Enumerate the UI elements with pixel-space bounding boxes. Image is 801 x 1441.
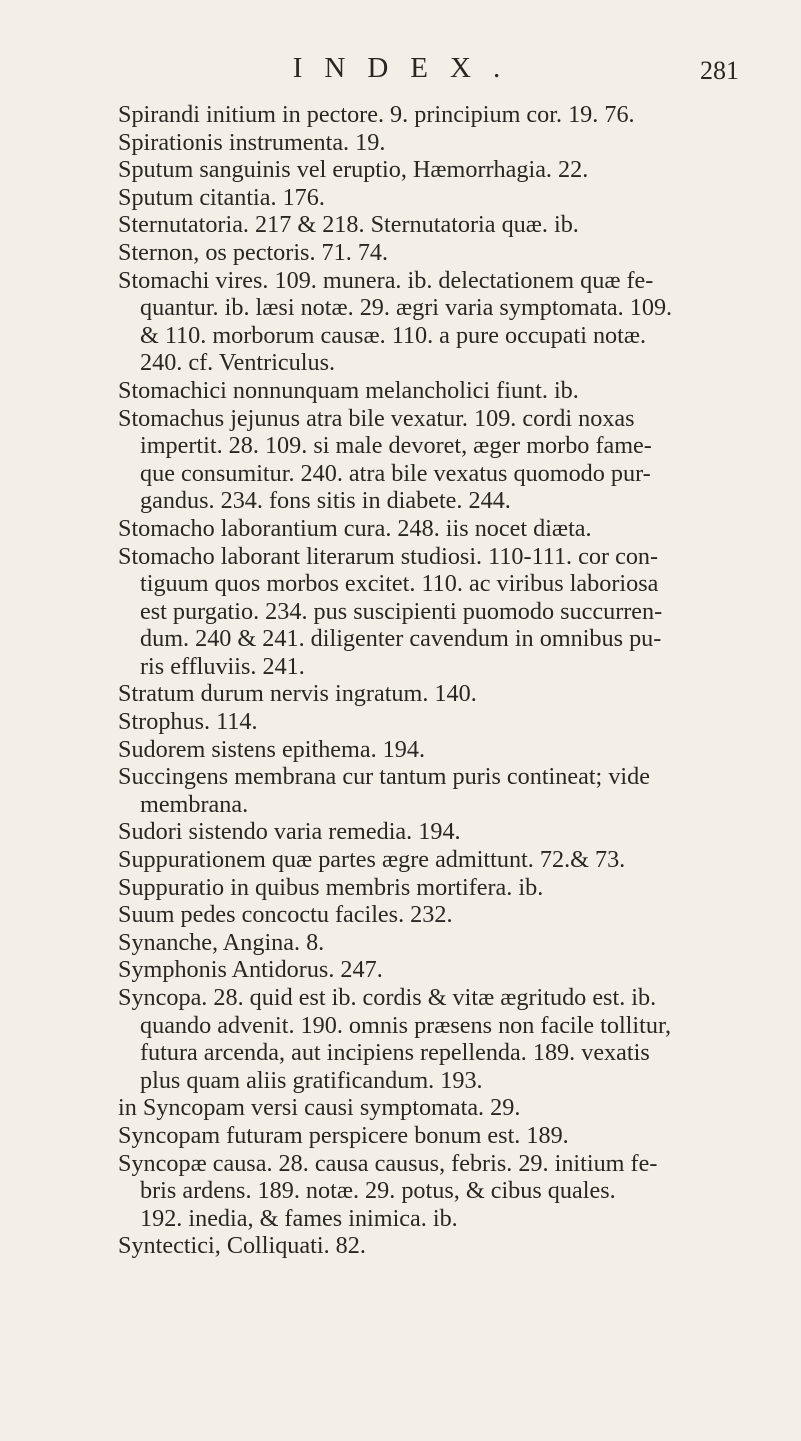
index-entry: in Syncopam versi causi symptomata. 29. — [118, 1094, 521, 1122]
index-entry: Spirandi initium in pectore. 9. principium cor. 19. 76. — [118, 101, 635, 128]
index-entry: Strophus. 114. — [118, 708, 258, 736]
index-entry: Stomachus jejunus atra bile vexatur. 109. cordi noxas impertit. 28. 109. si male devoret, æger morbo fame- que consumitur. 240. atra bile vexatus quomodo pur- gandus. 234. fons sitis in diabete. 244. — [118, 404, 652, 515]
index-entry: Sudori sistendo varia remedia. 194. — [118, 818, 461, 846]
page-title: INDEX. — [292, 52, 523, 84]
index-entry: Stomacho laborant literarum studiosi. 110-111. cor con- tiguum quos morbos excitet. 110. ac viribus laboriosa est purgatio. 234. pus suscipienti puomodo succurren- dum. 240 & 241. diligenter cavendum in omnibus pu- ris effluviis. 241. — [118, 542, 663, 680]
index-entry: Suppuratio in quibus membris mortifera. ib. — [118, 873, 544, 901]
index-entry: Sternutatoria. 217 & 218. Sternutatoria quæ. ib. — [118, 211, 579, 239]
running-head — [0, 50, 801, 90]
index-entry: Sputum sanguinis vel eruptio, Hæmorrhagia. 22. — [118, 156, 589, 184]
index-entry: Suppurationem quæ partes ægre admittunt. 72.& 73. — [118, 846, 626, 874]
index-entry: Succingens membrana cur tantum puris contineat; vide membrana. — [118, 763, 650, 818]
index-entry: Sternon, os pectoris. 71. 74. — [118, 238, 389, 266]
index-entry: Sputum citantia. 176. — [118, 183, 325, 211]
page-number: 281 — [700, 56, 739, 85]
index-entry: Stomachici nonnunquam melancholici fiunt. ib. — [118, 376, 579, 404]
index-entry: Spirationis instrumenta. 19. — [118, 128, 386, 156]
index-entry: Syncopam futuram perspicere bonum est. 189. — [118, 1121, 569, 1149]
index-entry: Suum pedes concoctu faciles. 232. — [118, 901, 453, 929]
index-entry: Syntectici, Colliquati. 82. — [118, 1232, 366, 1260]
index-entry: Syncopæ causa. 28. causa causus, febris. 29. initium fe- bris ardens. 189. notæ. 29. potus, & cibus quales. 192. inedia, & fames inimica. ib. — [118, 1149, 658, 1232]
index-entry: Stomacho laborantium cura. 248. iis nocet diæta. — [118, 514, 592, 542]
index-entry: Stomachi vires. 109. munera. ib. delectationem quæ fe- quantur. ib. læsi notæ. 29. ægri varia symptomata. 109. & 110. morborum causæ. 110. a pure occupati notæ. 240. cf. Ventriculus. — [118, 266, 673, 377]
index-entry: Synanche, Angina. 8. — [118, 928, 325, 956]
index-entry: Stratum durum nervis ingratum. 140. — [118, 680, 477, 708]
index-entry: Sudorem sistens epithema. 194. — [118, 735, 426, 763]
index-entry: Symphonis Antidorus. 247. — [118, 956, 383, 984]
index-entry-list — [118, 101, 798, 1260]
index-entry: Syncopa. 28. quid est ib. cordis & vitæ ægritudo est. ib. quando advenit. 190. omnis præsens non facile tollitur, futura arcenda, aut incipiens repellenda. 189. vexatis plus quam aliis gratificandum. 193. — [118, 984, 672, 1094]
